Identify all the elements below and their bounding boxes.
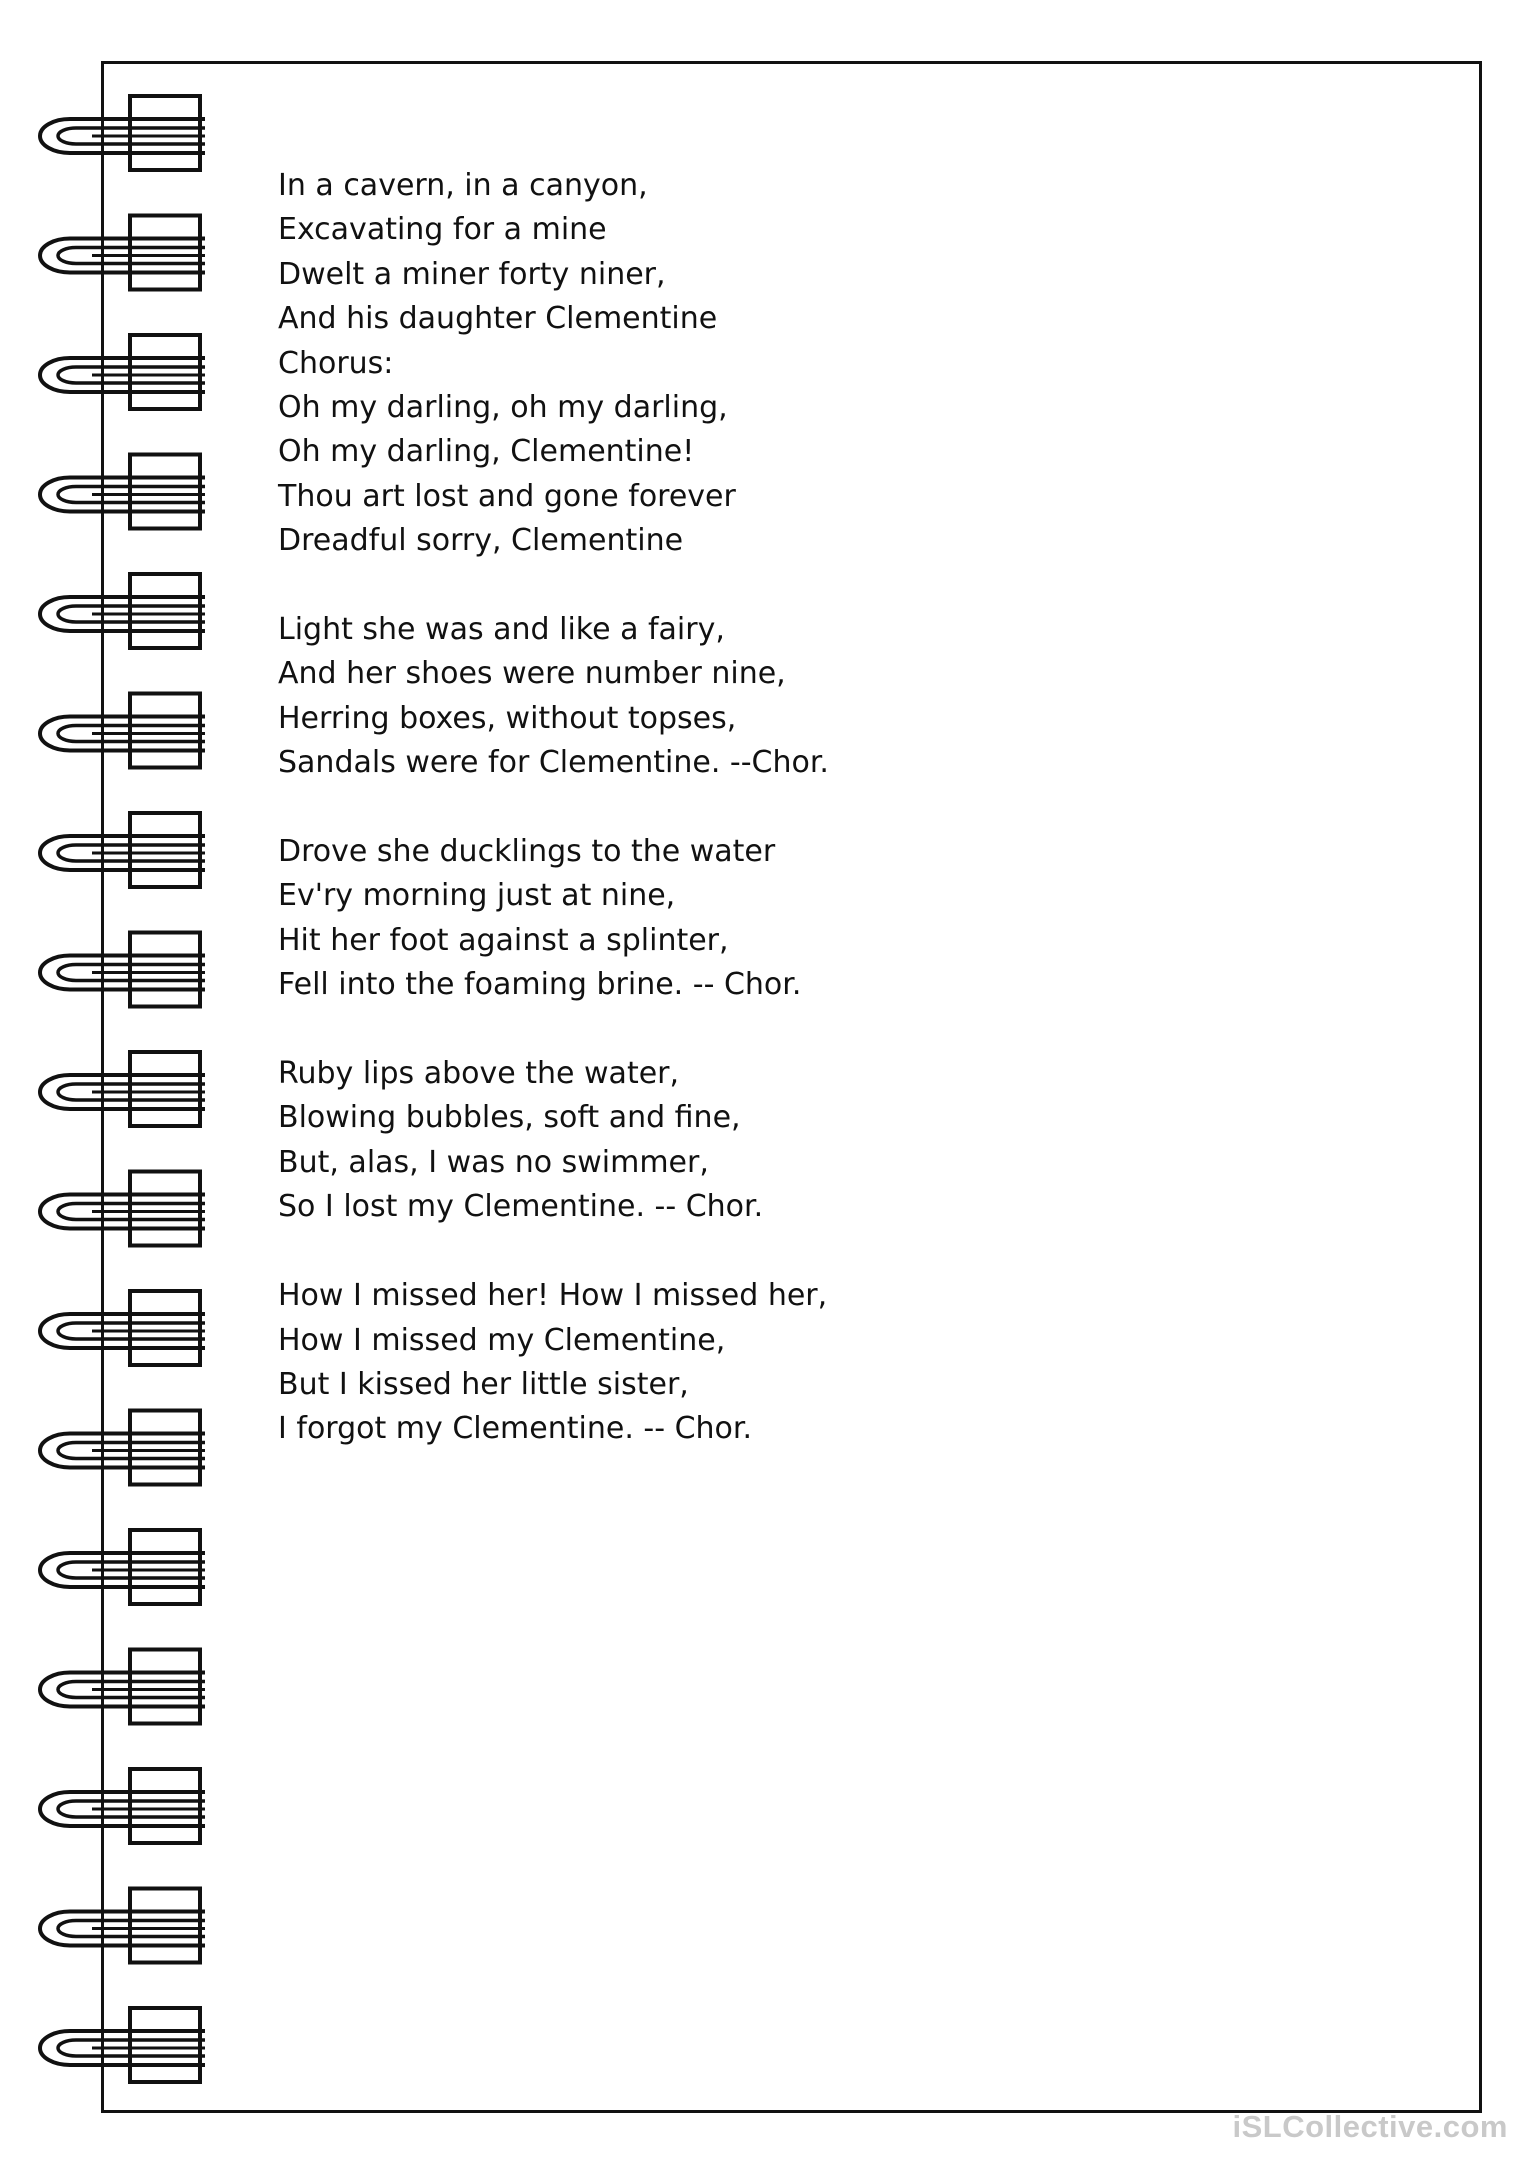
binding-ring-icon (40, 1769, 205, 1843)
poem-text (278, 164, 1378, 1496)
poem-line: Oh my darling, oh my darling, (278, 390, 728, 426)
binding-ring-icon (40, 335, 205, 409)
binding-ring-icon (40, 216, 205, 290)
binding-ring-icon (40, 694, 205, 768)
binding-ring-icon (40, 813, 205, 887)
poem-line: Sandals were for Clementine. --Chor. (278, 745, 829, 781)
binding-ring-icon (40, 96, 205, 170)
poem-line: Blowing bubbles, soft and fine, (278, 1100, 741, 1136)
poem-line: Hit her foot against a splinter, (278, 922, 729, 958)
binding-ring-icon (40, 455, 205, 529)
poem-line: But, alas, I was no swimmer, (278, 1144, 709, 1180)
binding-ring-icon (40, 1889, 205, 1963)
chorus-label: Chorus: (278, 345, 394, 381)
poem-line: Ruby lips above the water, (278, 1056, 680, 1092)
poem-line: Oh my darling, Clementine! (278, 434, 695, 470)
poem-line: How I missed her! How I missed her, (278, 1278, 828, 1314)
poem-line: Light she was and like a fairy, (278, 612, 725, 648)
poem-line: But I kissed her little sister, (278, 1366, 689, 1402)
binding-ring-icon (40, 1291, 205, 1365)
poem-line: Drove she ducklings to the water (278, 834, 776, 870)
stanza-5 (278, 1274, 1378, 1452)
poem-line: Ev'ry morning just at nine, (278, 878, 676, 914)
poem-line: And her shoes were number nine, (278, 656, 786, 692)
watermark-text: iSLCollective.com (1232, 2109, 1508, 2144)
poem-line: Dwelt a miner forty niner, (278, 256, 666, 292)
poem-line: In a cavern, in a canyon, (278, 168, 648, 203)
poem-line: I forgot my Clementine. -- Chor. (278, 1411, 753, 1447)
poem-line: How I missed my Clementine, (278, 1322, 726, 1358)
binding-ring-icon (40, 933, 205, 1007)
binding-ring-icon (40, 574, 205, 648)
binding-ring-icon (40, 1172, 205, 1246)
binding-ring-icon (40, 1650, 205, 1724)
binding-ring-icon (40, 2008, 205, 2082)
poem-line: Fell into the foaming brine. -- Chor. (278, 967, 802, 1003)
poem-line: And his daughter Clementine (278, 301, 718, 337)
binding-ring-icon (40, 1052, 205, 1126)
stanza-1 (278, 164, 1378, 564)
poem-line: Herring boxes, without topses, (278, 700, 737, 736)
spiral-binding-icon (0, 0, 220, 2167)
binding-ring-icon (40, 1530, 205, 1604)
stanza-2 (278, 608, 1378, 786)
poem-line: Dreadful sorry, Clementine (278, 523, 684, 559)
poem-line: Thou art lost and gone forever (278, 478, 736, 514)
poem-line: So I lost my Clementine. -- Chor. (278, 1189, 764, 1225)
stanza-4 (278, 1052, 1378, 1230)
binding-ring-icon (40, 1411, 205, 1485)
stanza-3 (278, 830, 1378, 1008)
poem-line: Excavating for a mine (278, 212, 607, 248)
